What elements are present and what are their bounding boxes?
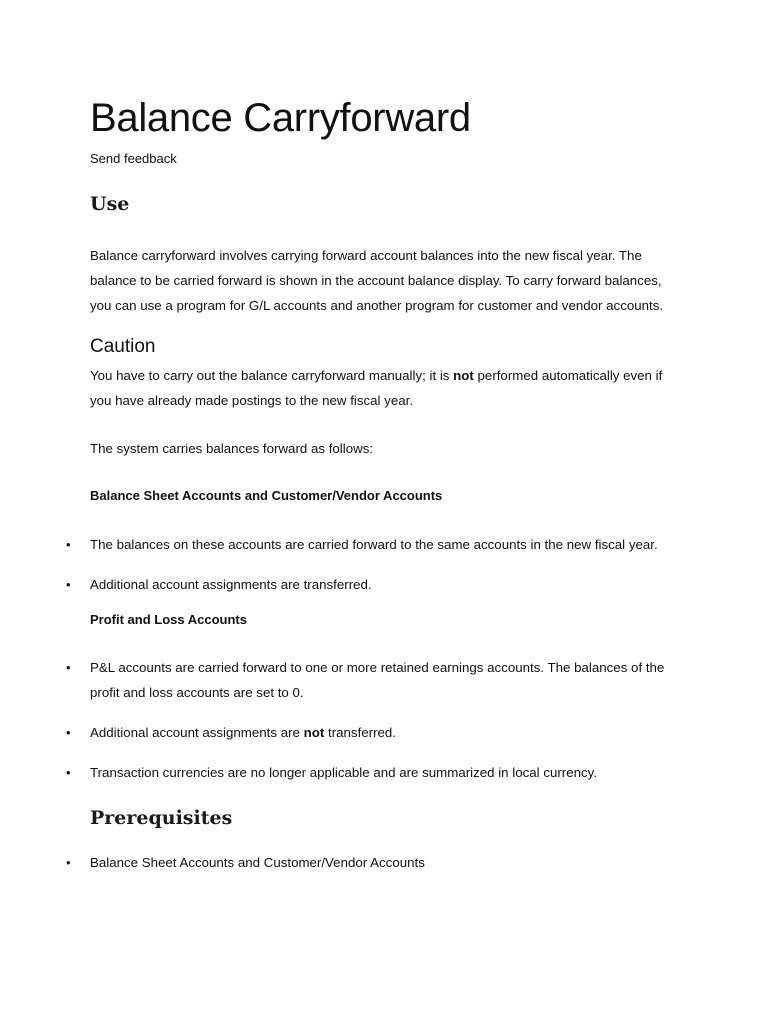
use-heading: Use	[90, 193, 130, 215]
caution-text-after: performed automatically even if you have already made postings to the new fiscal year.	[90, 368, 663, 408]
bullet-icon: •	[66, 660, 71, 675]
list-item-text: Transaction currencies are no longer applicable and are summarized in local currency.	[90, 765, 598, 780]
balance-sheet-heading: Balance Sheet Accounts and Customer/Vendor Accounts	[90, 488, 443, 503]
list-item-text	[90, 720, 680, 745]
caution-heading: Caution	[90, 336, 156, 357]
prerequisites-heading: Prerequisites	[90, 807, 233, 829]
bullet-icon: •	[66, 577, 71, 592]
caution-emphasis: not	[453, 368, 474, 383]
bullet-icon: •	[66, 725, 71, 740]
list-item-emphasis: not	[303, 725, 325, 740]
list-item-text-after: transferred.	[324, 725, 396, 740]
system-intro: The system carries balances forward as follows:	[90, 441, 374, 456]
caution-text-before: You have to carry out the balance carryforward manually; it is	[90, 368, 454, 383]
list-item-text: The balances on these accounts are carried forward to the same accounts in the new fiscal year.	[90, 537, 658, 552]
list-item-text: Balance Sheet Accounts and Customer/Vendor Accounts	[90, 855, 425, 870]
bullet-icon: •	[66, 855, 71, 870]
send-feedback-link[interactable]: Send feedback	[90, 151, 177, 166]
use-paragraph: Balance carryforward involves carrying forward account balances into the new fiscal year. The balance to be carried forward is shown in the account balance display. To carry forward balances, you can use a program for G/L accounts and another program for customer and vendor accounts.	[90, 248, 664, 313]
page-title: Balance Carryforward	[90, 96, 471, 140]
bullet-icon: •	[66, 537, 71, 552]
caution-paragraph	[90, 363, 680, 413]
bullet-icon: •	[66, 765, 71, 780]
profit-loss-heading: Profit and Loss Accounts	[90, 612, 247, 627]
list-item-text: P&L accounts are carried forward to one or more retained earnings accounts. The balances of the profit and loss accounts are set to 0.	[90, 660, 665, 700]
list-item-text: Additional account assignments are transferred.	[90, 577, 372, 592]
list-item-text-before: Additional account assignments are	[90, 725, 304, 740]
